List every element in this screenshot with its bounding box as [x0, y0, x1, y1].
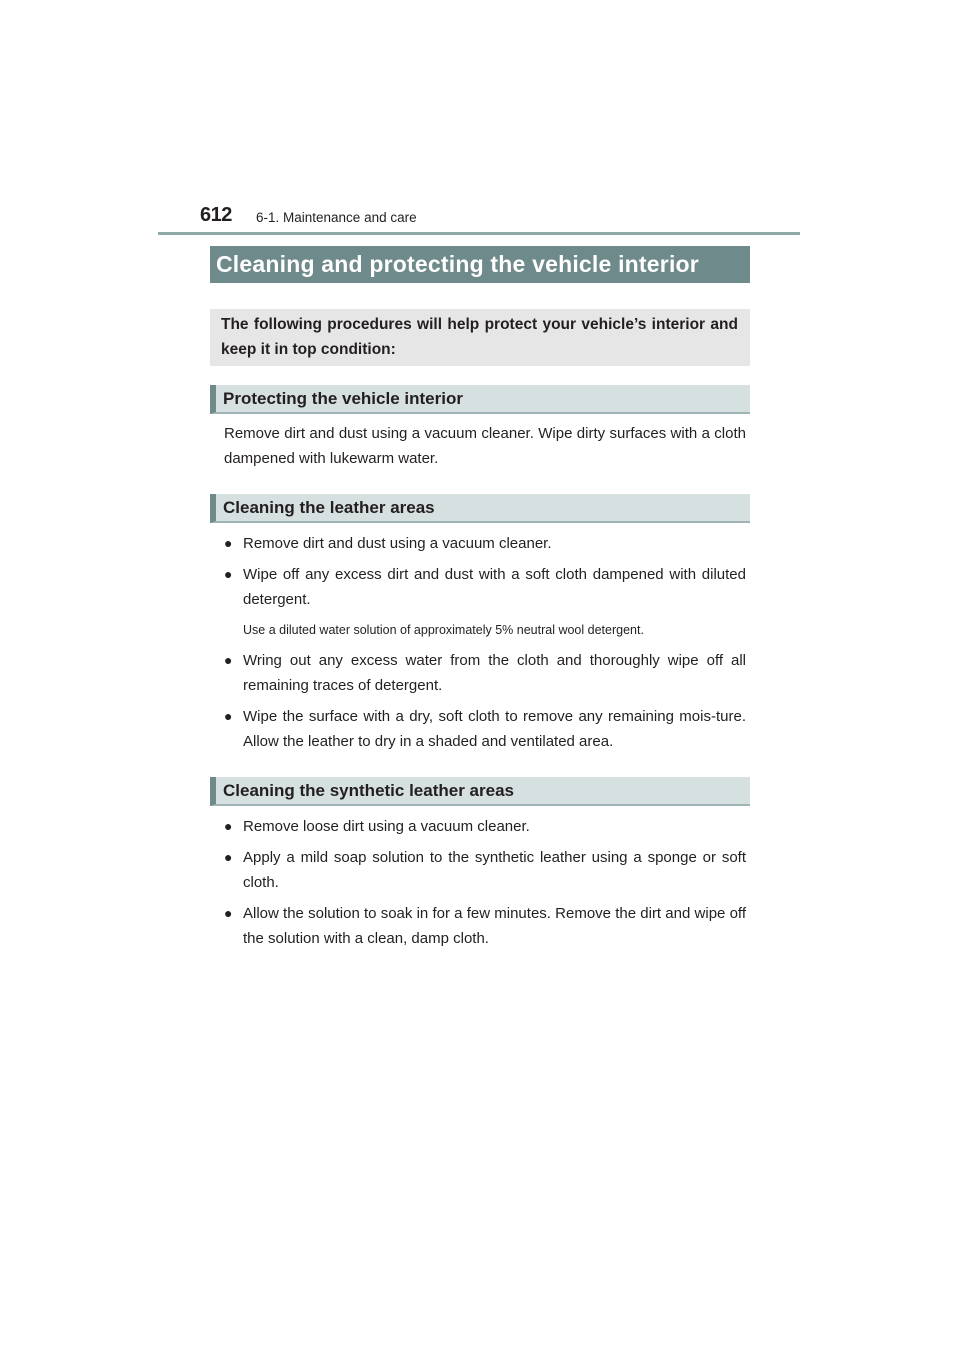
- list-item: [224, 531, 746, 556]
- list-item-text: Remove loose dirt using a vacuum cleaner.: [243, 818, 530, 835]
- list-item: [224, 845, 746, 895]
- page-number: 612: [200, 204, 232, 226]
- list-item: [224, 814, 746, 839]
- list-item-text: Allow the solution to soak in for a few minutes. Remove the dirt and wipe off the solution with a clean, damp cloth.: [243, 905, 746, 947]
- bullet-icon: ●: [224, 708, 233, 724]
- intro-box: The following procedures will help protect your vehicle’s interior and keep it in top condition:: [210, 309, 750, 366]
- header-divider: [158, 232, 800, 235]
- list-item: [224, 704, 746, 754]
- list-item-text: Wipe the surface with a dry, soft cloth to remove any remaining mois-ture. Allow the leather to dry in a shaded and ventilated area.: [243, 708, 746, 750]
- list-item: [224, 562, 746, 612]
- page-header: [158, 200, 800, 236]
- list-item-text: Wring out any excess water from the cloth and thoroughly wipe off all remaining traces of detergent.: [243, 652, 746, 694]
- note-text: Use a diluted water solution of approximately 5% neutral wool detergent.: [243, 623, 644, 637]
- bullet-icon: ●: [224, 652, 233, 668]
- section-heading-leather: Cleaning the leather areas: [210, 494, 750, 523]
- bullet-icon: ●: [224, 818, 233, 834]
- list-item-text: Apply a mild soap solution to the synthetic leather using a sponge or soft cloth.: [243, 849, 746, 891]
- list-item-text: Remove dirt and dust using a vacuum cleaner.: [243, 535, 552, 552]
- bullet-icon: ●: [224, 905, 233, 921]
- page-title: Cleaning and protecting the vehicle interior: [210, 246, 750, 283]
- bullet-icon: ●: [224, 566, 233, 582]
- bullet-icon: ●: [224, 535, 233, 551]
- section-paragraph: Remove dirt and dust using a vacuum cleaner. Wipe dirty surfaces with a cloth dampened with lukewarm water.: [224, 425, 746, 467]
- section-label: 6-1. Maintenance and care: [256, 210, 417, 225]
- bullet-icon: ●: [224, 849, 233, 865]
- list-item: [224, 901, 746, 951]
- section-heading-synthetic-leather: Cleaning the synthetic leather areas: [210, 777, 750, 806]
- list-item: [224, 648, 746, 698]
- list-item-text: Wipe off any excess dirt and dust with a soft cloth dampened with diluted detergent.: [243, 566, 746, 608]
- section-heading-protecting: Protecting the vehicle interior: [210, 385, 750, 414]
